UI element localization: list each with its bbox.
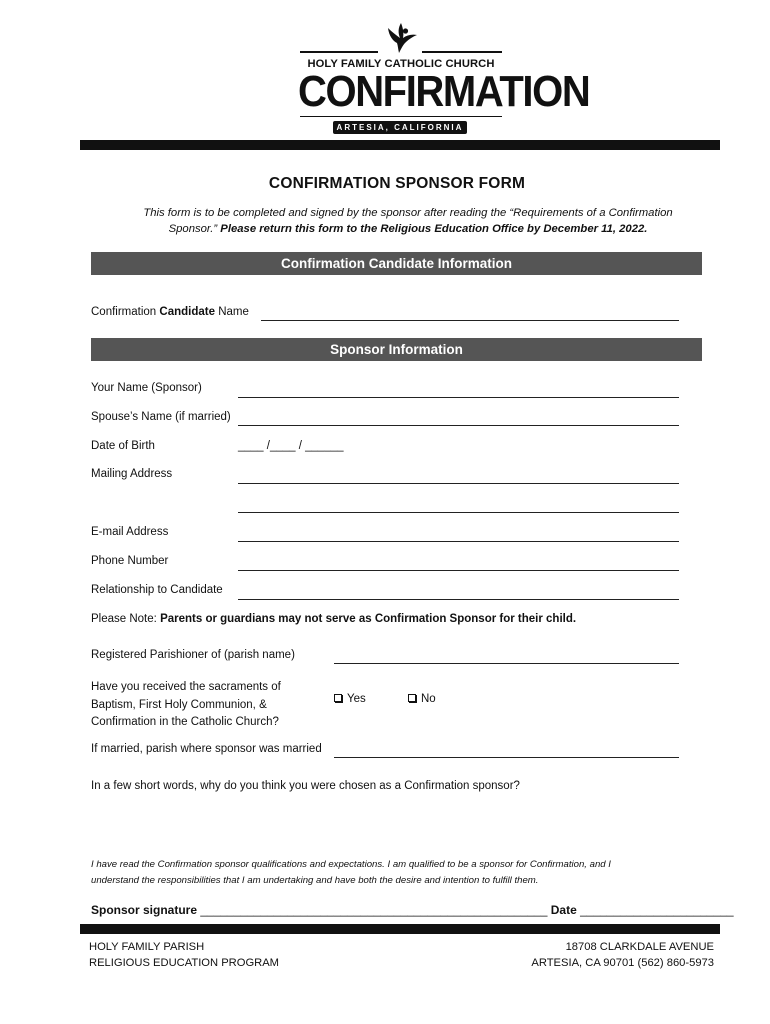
yes-label: Yes	[347, 693, 366, 705]
phone-label: Phone Number	[91, 555, 169, 567]
dob-label: Date of Birth	[91, 440, 155, 452]
no-label: No	[421, 693, 436, 705]
logo-underline	[300, 116, 502, 117]
sponsor-name-field[interactable]	[238, 397, 679, 398]
mailing-address-field-1[interactable]	[238, 483, 679, 484]
checkbox-icon	[408, 694, 416, 702]
logo-church-name: HOLY FAMILY CATHOLIC CHURCH	[307, 58, 495, 70]
sponsor-note: Please Note: Parents or guardians may not serve as Confirmation Sponsor for their child.	[91, 613, 577, 625]
candidate-name-label: Confirmation Candidate Name	[91, 306, 249, 318]
sponsor-section-header: Sponsor Information	[91, 338, 702, 361]
married-parish-label: If married, parish where sponsor was married	[91, 743, 322, 755]
registered-parish-field[interactable]	[334, 663, 679, 664]
attestation-line-1: I have read the Confirmation sponsor qualifications and expectations. I am qualified to be a sponsor for Confirmation, and I	[91, 859, 611, 870]
form-title: CONFIRMATION SPONSOR FORM	[268, 175, 526, 192]
sacraments-question-line-2: Baptism, First Holy Communion, &	[91, 698, 267, 711]
why-chosen-question: In a few short words, why do you think you were chosen as a Confirmation sponsor?	[91, 780, 520, 792]
intro-line-1: This form is to be completed and signed by the sponsor after reading the “Requirements of a Confirmation	[143, 207, 673, 219]
candidate-name-field[interactable]	[261, 320, 679, 321]
footer-divider-bar	[80, 924, 720, 934]
registered-parish-label: Registered Parishioner of (parish name)	[91, 649, 295, 661]
no-checkbox[interactable]	[408, 693, 436, 705]
email-field[interactable]	[238, 541, 679, 542]
date-label: Date	[550, 903, 577, 917]
sponsor-name-label: Your Name (Sponsor)	[91, 382, 202, 394]
spouse-name-label: Spouse’s Name (if married)	[91, 411, 231, 423]
relationship-label: Relationship to Candidate	[91, 584, 223, 596]
married-parish-field[interactable]	[334, 757, 679, 758]
footer-street-address: 18708 CLARKDALE AVENUE	[565, 941, 714, 953]
footer-right	[531, 940, 714, 971]
attestation-line-2: understand the responsibilities that I am undertaking and have both the desire and intention to fulfill them.	[91, 875, 539, 886]
signature-row	[91, 903, 734, 917]
date-field[interactable]: _______________________	[580, 903, 734, 917]
logo-confirmation-word: CONFIRMATION	[298, 68, 590, 116]
attestation-text	[91, 857, 711, 889]
logo-rule-left	[300, 51, 378, 53]
footer-program-name: RELIGIOUS EDUCATION PROGRAM	[89, 956, 280, 969]
footer-parish-name: HOLY FAMILY PARISH	[89, 941, 205, 953]
sacraments-question	[91, 679, 281, 732]
church-logo	[298, 22, 590, 138]
candidate-section-header: Confirmation Candidate Information	[91, 252, 702, 275]
signature-field[interactable]: ____________________________________________________	[200, 903, 548, 917]
phone-field[interactable]	[238, 570, 679, 571]
footer-city-phone: ARTESIA, CA 90701 (562) 860-5973	[531, 956, 714, 969]
mailing-address-field-2[interactable]	[238, 512, 679, 513]
header-divider-bar	[80, 140, 720, 150]
mailing-address-label: Mailing Address	[91, 468, 173, 480]
intro-line-2: Sponsor.” Please return this form to the Religious Education Office by December 11, 2022.	[168, 223, 648, 235]
checkbox-icon	[334, 694, 342, 702]
sacraments-question-line-3: Confirmation in the Catholic Church?	[91, 716, 279, 728]
yes-checkbox[interactable]	[334, 693, 366, 705]
email-label: E-mail Address	[91, 526, 169, 538]
dob-field[interactable]: ____ /____ / ______	[238, 440, 344, 452]
relationship-field[interactable]	[238, 599, 679, 600]
sacraments-question-line-1: Have you received the sacraments of	[91, 681, 281, 693]
footer-left	[89, 940, 279, 971]
logo-rule-right	[422, 51, 502, 53]
dove-icon	[384, 22, 418, 54]
logo-location-badge: ARTESIA, CALIFORNIA	[333, 121, 467, 134]
signature-label: Sponsor signature	[91, 903, 198, 917]
spouse-name-field[interactable]	[238, 425, 679, 426]
